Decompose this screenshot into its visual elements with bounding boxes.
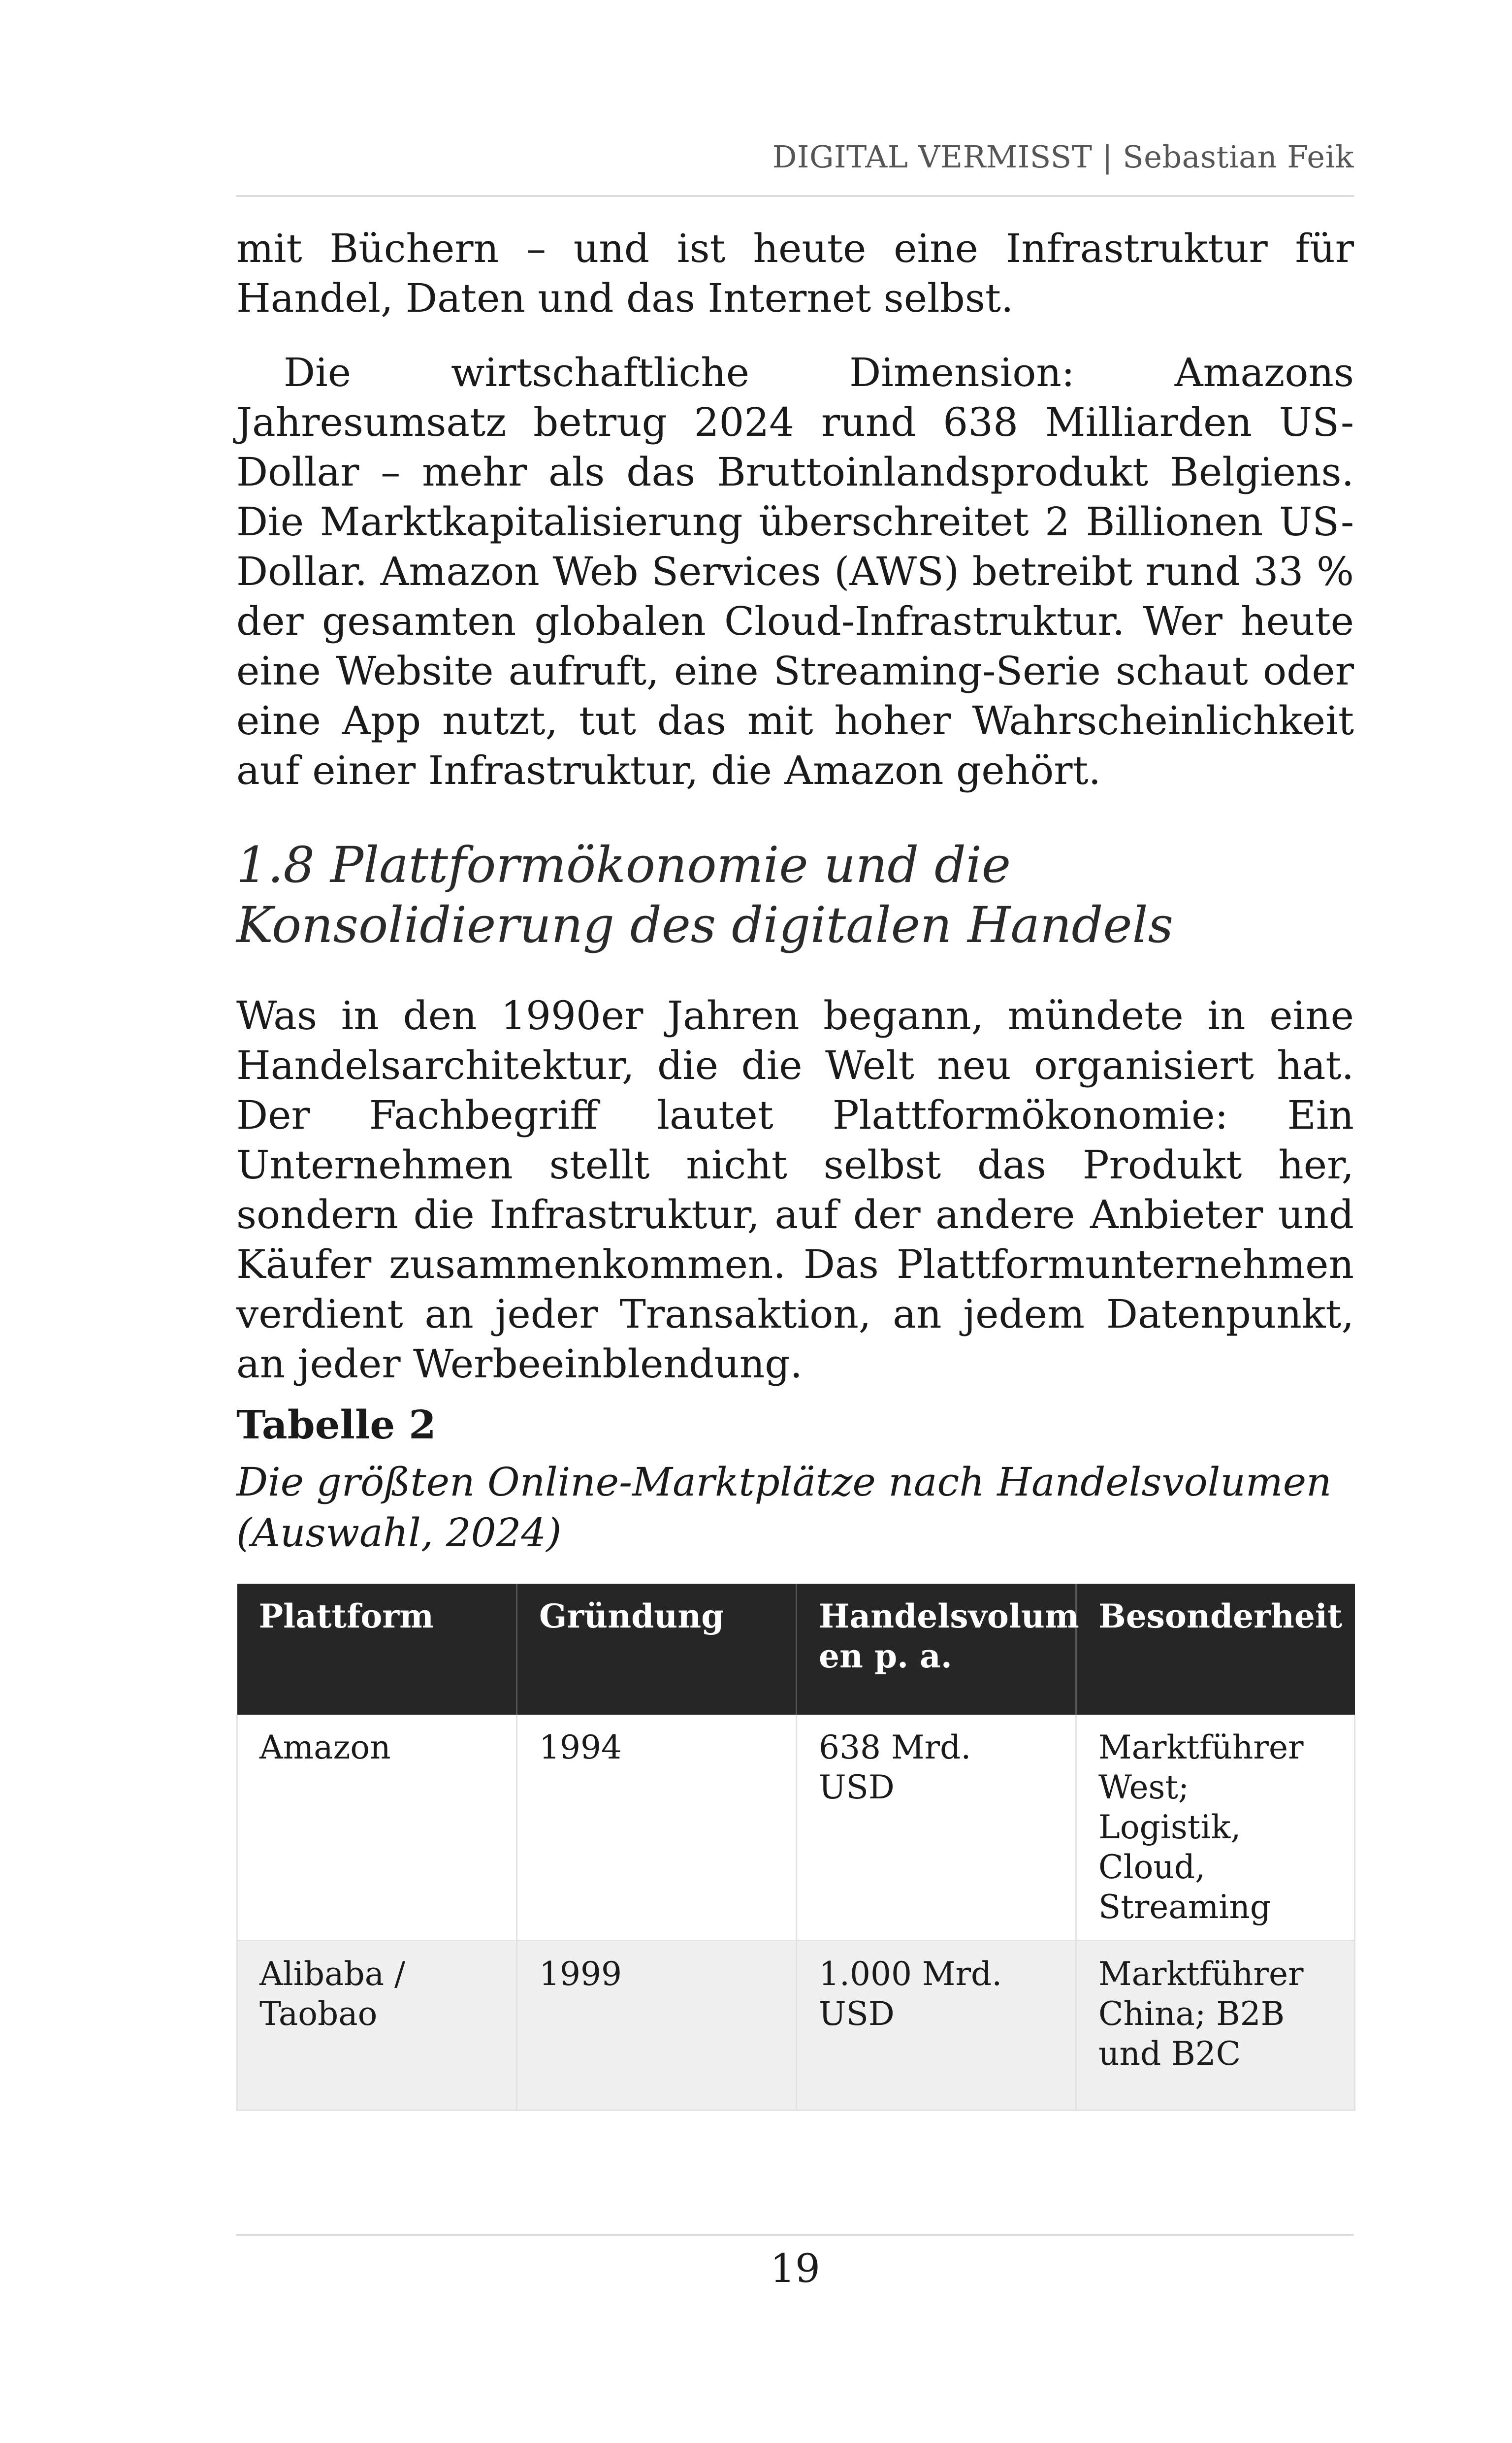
table-label: Tabelle 2 (236, 1401, 436, 1448)
cell-volume: 1.000 Mrd. USD (797, 1941, 1076, 2111)
paragraph-continuation: mit Büchern – und ist heute eine Infrastruktur für Handel, Daten und das Internet selbst. (236, 226, 1354, 321)
marketplaces-table (236, 1584, 1355, 2111)
cell-founded: 1994 (517, 1715, 797, 1941)
running-header: DIGITAL VERMISST | Sebastian Feik (772, 139, 1354, 175)
cell-platform: Amazon (237, 1715, 517, 1941)
header-divider (236, 195, 1354, 197)
paragraph-platform-economy: Was in den 1990er Jahren begann, mündete in eine Handelsarchitektur, die die Welt neu organisiert hat. Der Fachbegriff lautet Plattformökonomie: Ein Unternehmen stellt nicht selbst das Produkt her, sondern die Infrastruktur, auf der andere Anbieter und Käufer zusammenkommen. Das Plattformunternehmen verdient an jeder Transaktion, an jedem Datenpunkt, an jeder Werbeeinblendung. (236, 993, 1354, 1387)
footer-divider (236, 2234, 1354, 2236)
section-heading: 1.8 Plattformökonomie und die Konsolidierung des digitalen Handels (236, 836, 1173, 954)
cell-feature: Marktführer West; Logistik, Cloud, Streaming (1076, 1715, 1355, 1941)
column-header-volume: Handelsvolum en p. a. (797, 1584, 1076, 1715)
cell-volume: 638 Mrd. USD (797, 1715, 1076, 1941)
page-number: 19 (770, 2246, 820, 2291)
cell-platform: Alibaba / Taobao (237, 1941, 517, 2111)
table-header-row (237, 1584, 1355, 1715)
column-header-platform: Plattform (237, 1584, 517, 1715)
column-header-feature: Besonderheit (1076, 1584, 1355, 1715)
column-header-founded: Gründung (517, 1584, 797, 1715)
cell-feature: Marktführer China; B2B und B2C (1076, 1941, 1355, 2111)
table-row (237, 1715, 1355, 1941)
table-caption: Die größten Online-Marktplätze nach Handelsvolumen (Auswahl, 2024) (236, 1459, 1332, 1556)
table-row (237, 1941, 1355, 2111)
cell-founded: 1999 (517, 1941, 797, 2111)
paragraph-economic-dimension: Die wirtschaftliche Dimension: Amazons Jahresumsatz betrug 2024 rund 638 Milliarden US-Dollar – mehr als das Bruttoinlandsprodukt Belgiens. Die Marktkapitalisierung überschreitet 2 Billionen US-Dollar. Amazon Web Services (AWS) betreibt rund 33 % der gesamten globalen Cloud-Infrastruktur. Wer heute eine Website aufruft, eine Streaming-Serie schaut oder eine App nutzt, tut das mit hoher Wahrscheinlichkeit auf einer Infrastruktur, die Amazon gehört. (236, 350, 1354, 793)
